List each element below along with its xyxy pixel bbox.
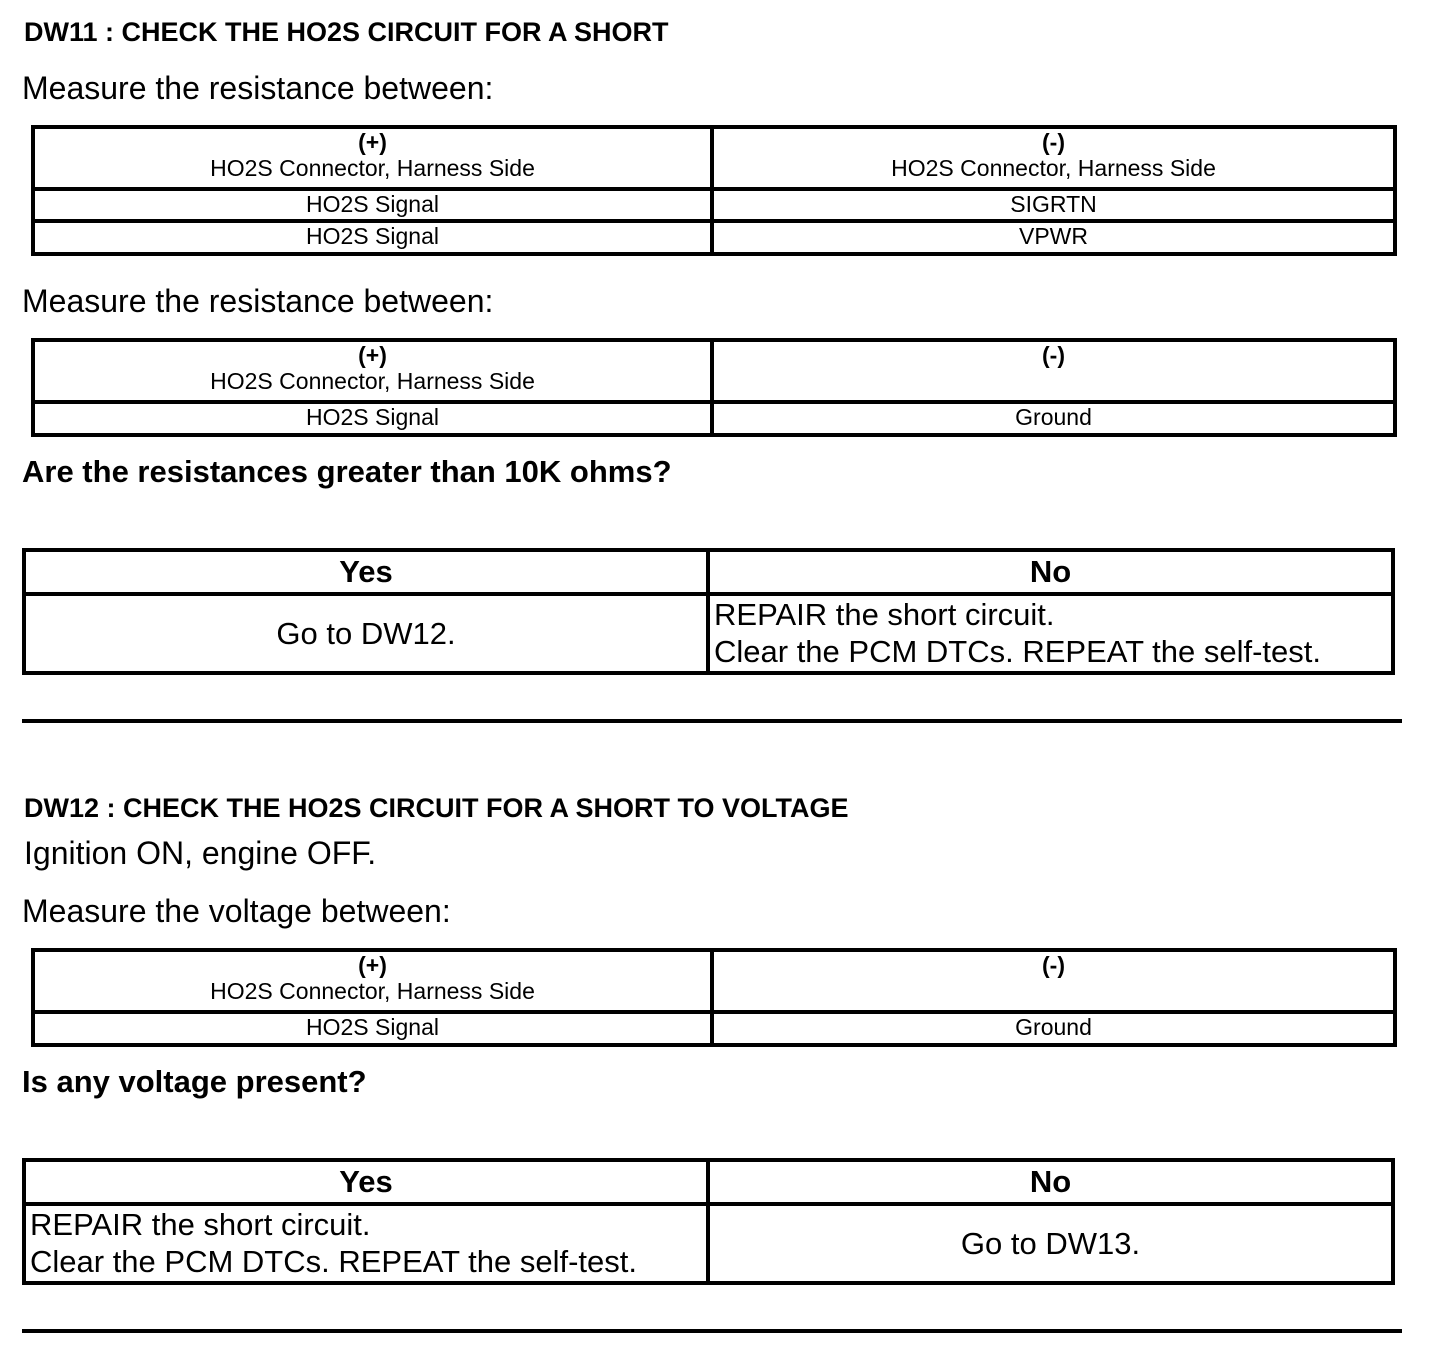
table-header-row <box>33 340 1395 402</box>
no-action: Go to DW13. <box>708 1204 1393 1283</box>
no-header: No <box>708 550 1393 594</box>
dw12-question: Is any voltage present? <box>22 1064 367 1099</box>
table-row <box>33 189 1395 221</box>
yes-action-line-2: Clear the PCM DTCs. REPEAT the self-test. <box>30 1244 637 1279</box>
neg-header-cell <box>712 127 1395 189</box>
dw11-decision-table <box>22 548 1395 675</box>
neg-cell: VPWR <box>712 221 1395 254</box>
pos-header-cell <box>33 950 712 1012</box>
dw11-instruction-2: Measure the resistance between: <box>22 283 494 319</box>
table-header-row <box>24 1160 1393 1204</box>
neg-header: HO2S Connector, Harness Side <box>891 155 1216 181</box>
table-header-row <box>33 127 1395 189</box>
pos-cell: HO2S Signal <box>33 402 712 435</box>
no-header: No <box>708 1160 1393 1204</box>
pos-header: HO2S Connector, Harness Side <box>210 978 535 1004</box>
neg-symbol: (-) <box>1042 129 1065 155</box>
dw11-question: Are the resistances greater than 10K ohms? <box>22 454 672 489</box>
neg-cell: Ground <box>712 1012 1395 1045</box>
pos-cell: HO2S Signal <box>33 1012 712 1045</box>
yes-action: Go to DW12. <box>24 594 708 673</box>
section-divider <box>22 1329 1402 1333</box>
table-row <box>33 402 1395 435</box>
no-action-line-2: Clear the PCM DTCs. REPEAT the self-test. <box>714 634 1321 669</box>
table-header-row <box>33 950 1395 1012</box>
pos-header: HO2S Connector, Harness Side <box>210 368 535 394</box>
yes-action-line-1: REPAIR the short circuit. <box>30 1207 371 1242</box>
no-action <box>708 594 1393 673</box>
neg-symbol: (-) <box>1042 342 1065 368</box>
dw12-title: DW12 : CHECK THE HO2S CIRCUIT FOR A SHORT TO VOLTAGE <box>24 793 849 823</box>
neg-cell: SIGRTN <box>712 189 1395 221</box>
dw12-condition: Ignition ON, engine OFF. <box>24 835 377 871</box>
section-divider <box>22 719 1402 723</box>
dw11-resistance-table-2 <box>31 338 1397 437</box>
dw11-resistance-table-1 <box>31 125 1397 256</box>
dw11-instruction-1: Measure the resistance between: <box>22 70 494 106</box>
dw11-title: DW11 : CHECK THE HO2S CIRCUIT FOR A SHORT <box>24 17 669 47</box>
pos-header-cell <box>33 340 712 402</box>
table-row <box>24 594 1393 673</box>
dw12-voltage-table <box>31 948 1397 1047</box>
neg-cell: Ground <box>712 402 1395 435</box>
table-header-row <box>24 550 1393 594</box>
neg-header-cell <box>712 950 1395 1012</box>
yes-action <box>24 1204 708 1283</box>
pos-cell: HO2S Signal <box>33 221 712 254</box>
pos-symbol: (+) <box>358 129 387 155</box>
pos-symbol: (+) <box>358 952 387 978</box>
pos-header-cell <box>33 127 712 189</box>
table-row <box>33 1012 1395 1045</box>
yes-header: Yes <box>24 1160 708 1204</box>
dw12-decision-table <box>22 1158 1395 1285</box>
pos-cell: HO2S Signal <box>33 189 712 221</box>
no-action-line-1: REPAIR the short circuit. <box>714 597 1055 632</box>
dw12-instruction: Measure the voltage between: <box>22 893 451 929</box>
neg-symbol: (-) <box>1042 952 1065 978</box>
neg-header-cell <box>712 340 1395 402</box>
table-row <box>24 1204 1393 1283</box>
pos-header: HO2S Connector, Harness Side <box>210 155 535 181</box>
table-row <box>33 221 1395 254</box>
pos-symbol: (+) <box>358 342 387 368</box>
yes-header: Yes <box>24 550 708 594</box>
